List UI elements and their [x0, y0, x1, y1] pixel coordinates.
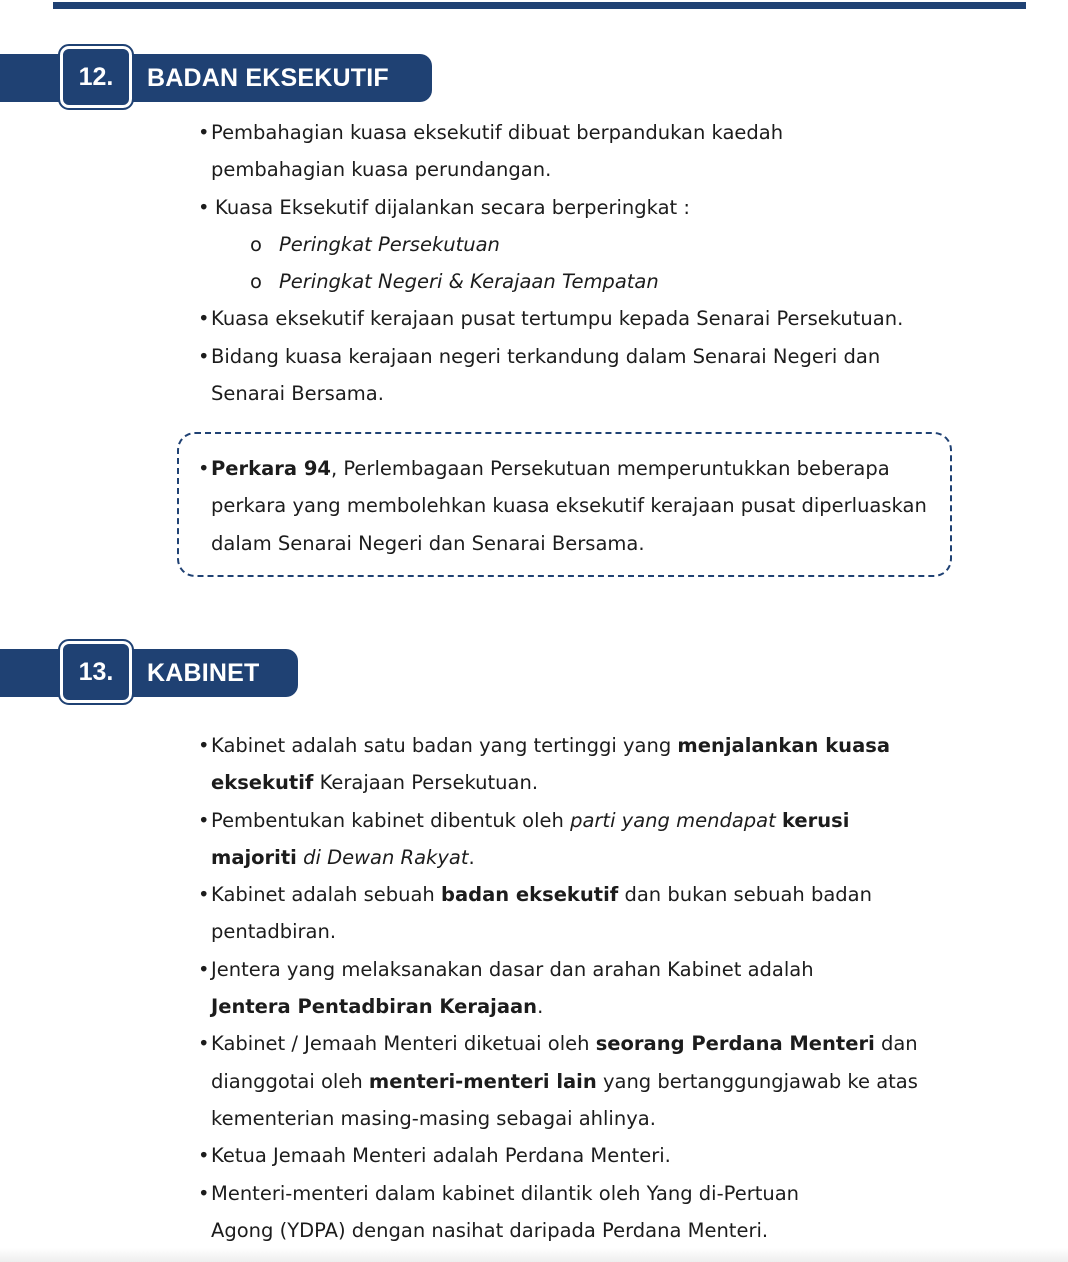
section-12-content: [198, 114, 904, 412]
page-bottom-edge: [0, 1248, 1068, 1262]
list-item: • Kuasa Eksekutif dijalankan secara berperingkat :: [198, 189, 898, 226]
bullet-icon: •: [198, 1144, 210, 1168]
section-13-number: 13.: [60, 641, 132, 703]
bullet-icon: •: [198, 883, 210, 907]
bullet-icon: •: [198, 1181, 210, 1205]
sub-list-item: o Peringkat Negeri & Kerajaan Tempatan: [198, 263, 898, 300]
list-item: • Kabinet / Jemaah Menteri diketuai oleh seorang Perdana Menteri dan dianggotai oleh menteri-menteri lain yang bertanggungjawab ke atas kementerian masing-masing sebagai ahlinya.: [198, 1025, 921, 1137]
section-12-title: BADAN EKSEKUTIF: [147, 64, 389, 92]
article-reference: Perkara 94: [211, 457, 331, 480]
list-item: • Pembentukan kabinet dibentuk oleh parti yang mendapat kerusi majoriti di Dewan Rakyat.: [198, 802, 871, 877]
list-item: • Kabinet adalah sebuah badan eksekutif dan bukan sebuah badan pentadbiran.: [198, 876, 891, 951]
list-item: • Pembahagian kuasa eksekutif dibuat berpandukan kaedah pembahagian kuasa perundangan.: [198, 114, 898, 189]
bullet-icon: •: [198, 957, 210, 981]
bullet-icon: •: [198, 344, 210, 368]
list-item: • Bidang kuasa kerajaan negeri terkandung dalam Senarai Negeri dan Senarai Bersama.: [198, 338, 898, 413]
bullet-icon: •: [198, 307, 210, 331]
list-item: • Ketua Jemaah Menteri adalah Perdana Menteri.: [198, 1137, 918, 1174]
list-item: • Perkara 94, Perlembagaan Persekutuan memperuntukkan beberapa perkara yang membolehkan kuasa eksekutif kerajaan pusat diperluaskan dalam Senarai Negeri dan Senarai Bersama.: [198, 450, 938, 562]
section-12-number: 12.: [60, 46, 132, 108]
section-13-title: KABINET: [147, 659, 260, 687]
top-divider: [53, 2, 1026, 9]
circle-marker-icon: o: [250, 232, 262, 256]
list-item: • Menteri-menteri dalam kabinet dilantik oleh Yang di-Pertuan Agong (YDPA) dengan nasihat daripada Perdana Menteri.: [198, 1175, 841, 1250]
sub-list-item: o Peringkat Persekutuan: [198, 226, 898, 263]
list-item: • Kabinet adalah satu badan yang tertinggi yang menjalankan kuasa eksekutif Kerajaan Persekutuan.: [198, 727, 891, 802]
circle-marker-icon: o: [250, 270, 262, 294]
bullet-icon: •: [198, 457, 210, 480]
bullet-icon: •: [198, 808, 210, 832]
bullet-icon: •: [198, 734, 210, 757]
section-13-content: [198, 727, 918, 1249]
list-item: • Kuasa eksekutif kerajaan pusat tertumpu kepada Senarai Persekutuan.: [198, 300, 941, 337]
bullet-icon: •: [198, 195, 210, 219]
list-item: • Jentera yang melaksanakan dasar dan arahan Kabinet adalah Jentera Pentadbiran Kerajaan.: [198, 951, 851, 1026]
note-content: [198, 450, 938, 562]
bullet-icon: •: [198, 1032, 210, 1056]
bullet-icon: •: [198, 121, 210, 144]
